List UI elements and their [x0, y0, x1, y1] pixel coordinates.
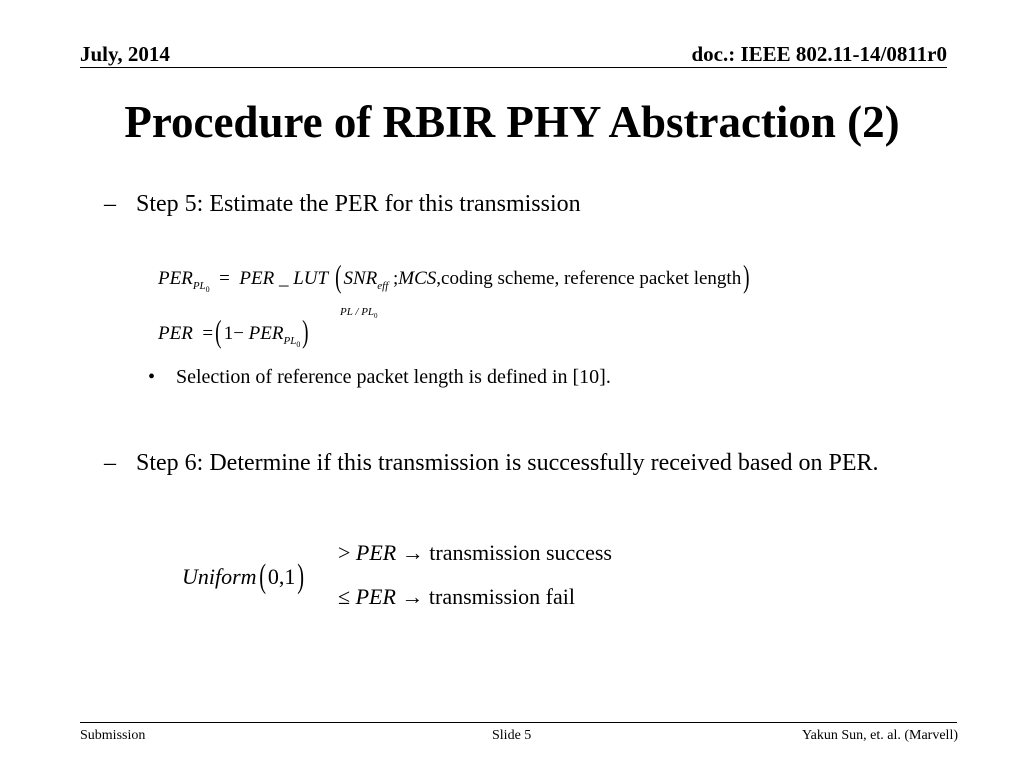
eq1-open-paren: (	[334, 258, 342, 294]
eq1-snr-sub: eff	[377, 280, 389, 292]
eq3-case1-arrow: →	[401, 540, 424, 565]
eq1-sep: ;	[393, 268, 399, 289]
eq3-case1-text: transmission success	[429, 540, 612, 565]
eq2-exponent	[340, 306, 378, 318]
eq3-case-success	[338, 540, 612, 566]
eq1-func: PER _ LUT	[239, 268, 329, 289]
eq1-snr: SNR	[343, 268, 378, 289]
eq2-per-subsub: 0	[296, 340, 301, 349]
eq3-close-paren: )	[297, 558, 305, 595]
eq2-exp-text: PL / PL	[340, 306, 375, 318]
footer-author: Yakun Sun, et. al. (Marvell)	[801, 728, 958, 743]
eq2-minus: −	[233, 323, 244, 344]
eq2-per-sub: PL	[283, 335, 297, 347]
eq2-per: PER	[248, 323, 284, 344]
eq3-case1-per: PER	[355, 540, 397, 565]
eq2-one: 1	[223, 323, 234, 344]
header-doc-id: doc.: IEEE 802.11-14/0811r0	[691, 42, 947, 66]
equation-per-lut	[158, 258, 752, 295]
eq1-lhs-subsub: 0	[205, 285, 210, 294]
eq2-exp-sub: 0	[374, 312, 378, 320]
footer-submission: Submission	[80, 728, 146, 743]
step5-dash: –	[104, 191, 116, 217]
eq1-equals: =	[219, 268, 230, 289]
eq3-case2-op: ≤	[338, 584, 351, 609]
eq1-lhs: PER	[158, 268, 193, 289]
eq3-case-fail	[338, 584, 575, 610]
step6-dash: –	[104, 450, 116, 476]
eq1-comma: ,	[436, 268, 442, 289]
eq3-case2-per: PER	[355, 584, 396, 609]
equation-per-scaling	[158, 313, 311, 350]
eq3-func: Uniform	[182, 564, 257, 589]
header-date: July, 2014	[80, 42, 170, 66]
eq2-lhs: PER	[158, 323, 193, 344]
header-divider	[80, 67, 947, 68]
sub-bullet-dot: •	[148, 366, 156, 388]
eq3-case2-arrow: →	[401, 584, 424, 609]
sub-bullet-text: Selection of reference packet length is defined in [10].	[176, 366, 611, 388]
slide-title: Procedure of RBIR PHY Abstraction (2)	[124, 97, 900, 147]
step6-text: Step 6: Determine if this transmission is successfully received based on PER.	[136, 450, 879, 476]
eq1-close-paren: )	[743, 258, 750, 294]
eq3-open-paren: (	[258, 558, 266, 595]
eq3-args: 0,1	[267, 564, 296, 589]
eq1-rest: coding scheme, reference packet length	[441, 268, 742, 289]
footer-slide-number: Slide 5	[492, 728, 532, 743]
footer-divider	[80, 722, 957, 723]
eq2-open-paren: (	[215, 313, 222, 349]
eq1-lhs-sub: PL	[192, 280, 206, 292]
eq1-mcs: MCS	[398, 268, 437, 289]
eq2-close-paren: )	[302, 313, 309, 349]
eq3-case1-op: >	[338, 540, 351, 565]
equation-uniform	[182, 558, 307, 596]
eq2-equals: =	[202, 323, 214, 344]
eq3-case2-text: transmission fail	[428, 584, 575, 609]
step5-text: Step 5: Estimate the PER for this transmission	[136, 191, 581, 217]
